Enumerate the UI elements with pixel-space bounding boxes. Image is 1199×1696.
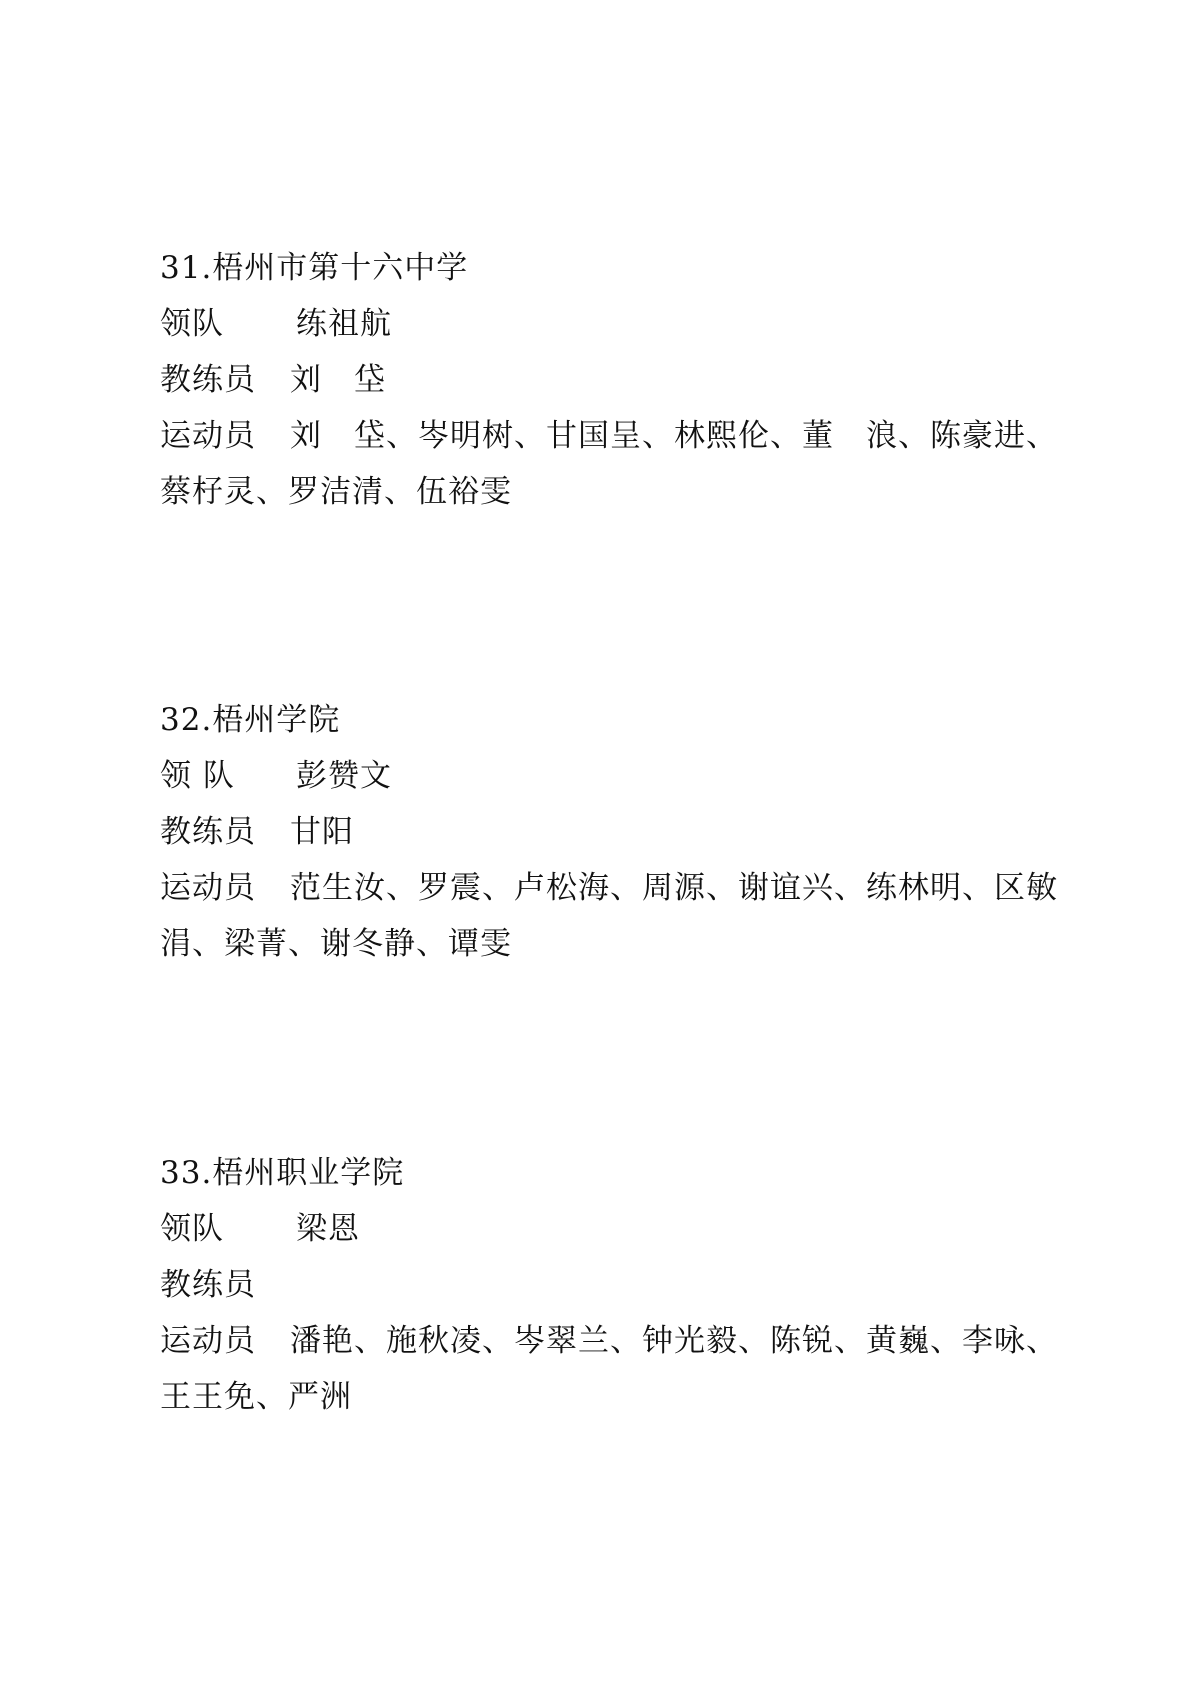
team-section-32 [160, 692, 1060, 972]
athletes-list: 刘 垈、岑明树、甘国呈、林熙伦、董 浪、陈豪进、蔡杍灵、罗洁清、伍裕雯 [160, 418, 1058, 510]
leader-row [160, 296, 1060, 352]
athletes-label: 运动员 [160, 870, 256, 906]
coach-row [160, 804, 1060, 860]
coach-row [160, 352, 1060, 408]
leader-label: 领队 [160, 306, 224, 342]
athletes-list: 范生汝、罗震、卢松海、周源、谢谊兴、练林明、区敏涓、梁菁、谢冬静、谭雯 [160, 870, 1058, 962]
coach-label: 教练员 [160, 1267, 256, 1303]
team-section-31 [160, 240, 1060, 520]
leader-label: 领队 [160, 1211, 224, 1247]
athletes-row [160, 860, 1060, 972]
coach-label: 教练员 [160, 814, 256, 850]
leader-name: 梁恩 [296, 1211, 360, 1247]
athletes-label: 运动员 [160, 1323, 256, 1359]
coach-label: 教练员 [160, 362, 256, 398]
athletes-label: 运动员 [160, 418, 256, 454]
team-title: 31.梧州市第十六中学 [160, 250, 469, 286]
team-title: 32.梧州学院 [160, 702, 341, 738]
team-title: 33.梧州职业学院 [160, 1155, 405, 1191]
leader-label: 领 队 [160, 758, 235, 794]
coach-name: 刘 垈 [290, 362, 386, 398]
leader-row [160, 1201, 1060, 1257]
leader-row [160, 748, 1060, 804]
athletes-row [160, 408, 1060, 520]
athletes-list: 潘艳、施秋凌、岑翠兰、钟光毅、陈锐、黄巍、李咏、王王免、严洲 [160, 1323, 1058, 1415]
coach-row [160, 1257, 1060, 1313]
team-section-33 [160, 1145, 1060, 1425]
leader-name: 练祖航 [296, 306, 392, 342]
athletes-row [160, 1313, 1060, 1425]
coach-name: 甘阳 [290, 814, 354, 850]
leader-name: 彭赞文 [296, 758, 392, 794]
